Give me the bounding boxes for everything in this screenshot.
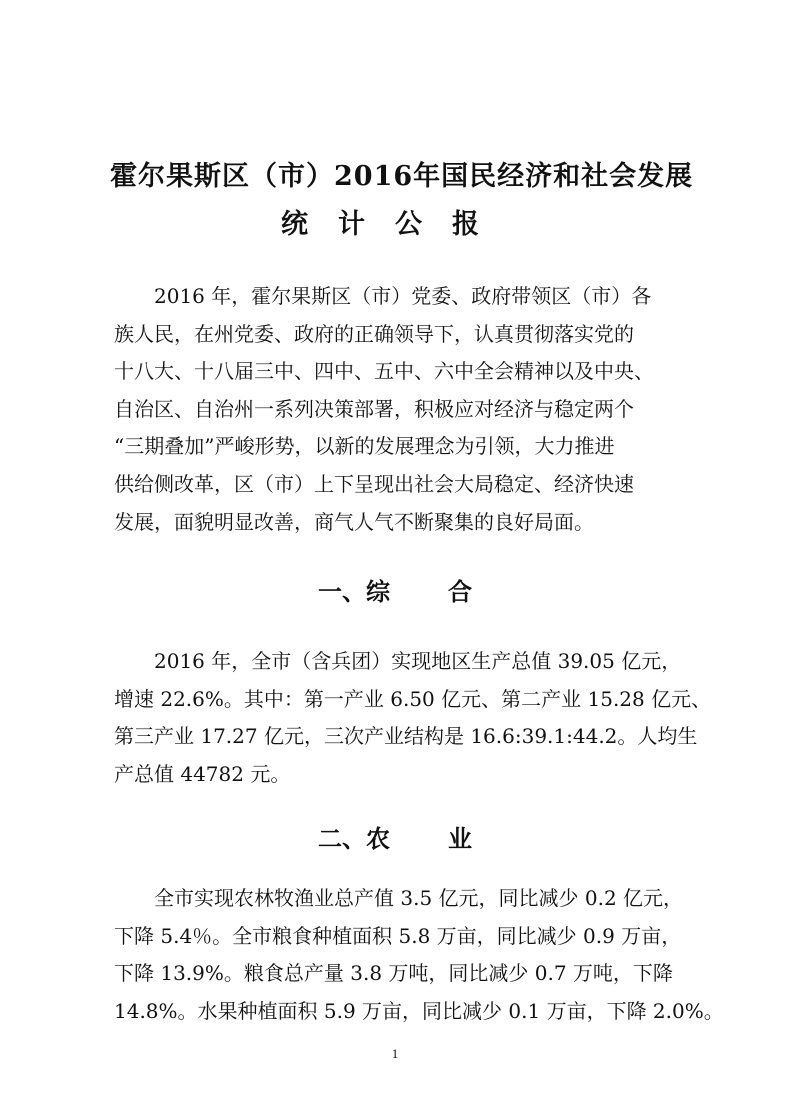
page-number: 1 xyxy=(391,1046,399,1061)
section-heading-suffix: 合 xyxy=(448,578,472,606)
paragraph-line: 下降 13.9%。粮食总产量 3.8 万吨，同比减少 0.7 万吨，下降 xyxy=(114,961,673,986)
section-heading-prefix: 一、综 xyxy=(318,578,390,606)
paragraph-line: 自治区、自治州一系列决策部署，积极应对经济与稳定两个 xyxy=(114,396,634,421)
intro-paragraph xyxy=(114,278,679,541)
paragraph-line: 全市实现农林牧渔业总产值 3.5 亿元，同比减少 0.2 亿元， xyxy=(154,886,684,910)
report-title-line2: 统计公报 xyxy=(281,209,509,240)
paragraph-line: 族人民，在州党委、政府的正确领导下，认真贯彻落实党的 xyxy=(114,321,634,346)
section-heading-suffix: 业 xyxy=(448,825,472,853)
section-heading-agriculture xyxy=(110,819,680,854)
paragraph-line: 第三产业 17.27 亿元，三次产业结构是 16.6:39.1:44.2。人均生 xyxy=(114,724,698,749)
paragraph-line: 发展，面貌明显改善，商气人气不断聚集的良好局面。 xyxy=(114,509,594,534)
section-heading-prefix: 二、农 xyxy=(318,825,390,853)
paragraph-line: 14.8%。水果种植面积 5.9 万亩，同比减少 0.1 万亩，下降 2.0%。 xyxy=(114,998,724,1023)
paragraph-line: 2016 年，霍尔果斯区（市）党委、政府带领区（市）各 xyxy=(154,284,652,308)
paragraph-line: 下降 5.4％。全市粮食种植面积 5.8 万亩，同比减少 0.9 万亩， xyxy=(114,923,682,948)
overview-paragraph xyxy=(114,643,712,793)
paragraph-line: 十八大、十八届三中、四中、五中、六中全会精神以及中央、 xyxy=(114,359,654,384)
report-title-line1: 霍尔果斯区（市）2016年国民经济和社会发展 xyxy=(110,161,694,192)
paragraph-line: 供给侧改革，区（市）上下呈现出社会大局稳定、经济快速 xyxy=(114,471,634,496)
paragraph-line: 增速 22.6%。其中：第一产业 6.50 亿元、第二产业 15.28 亿元、 xyxy=(114,686,712,711)
section-heading-overview xyxy=(110,572,680,607)
paragraph-line: “三期叠加”严峻形势，以新的发展理念为引领，大力推进 xyxy=(114,434,615,459)
paragraph-line: 产总值 44782 元。 xyxy=(114,761,291,786)
agriculture-paragraph xyxy=(114,880,724,1030)
paragraph-line: 2016 年，全市（含兵团）实现地区生产总值 39.05 亿元， xyxy=(154,649,682,673)
